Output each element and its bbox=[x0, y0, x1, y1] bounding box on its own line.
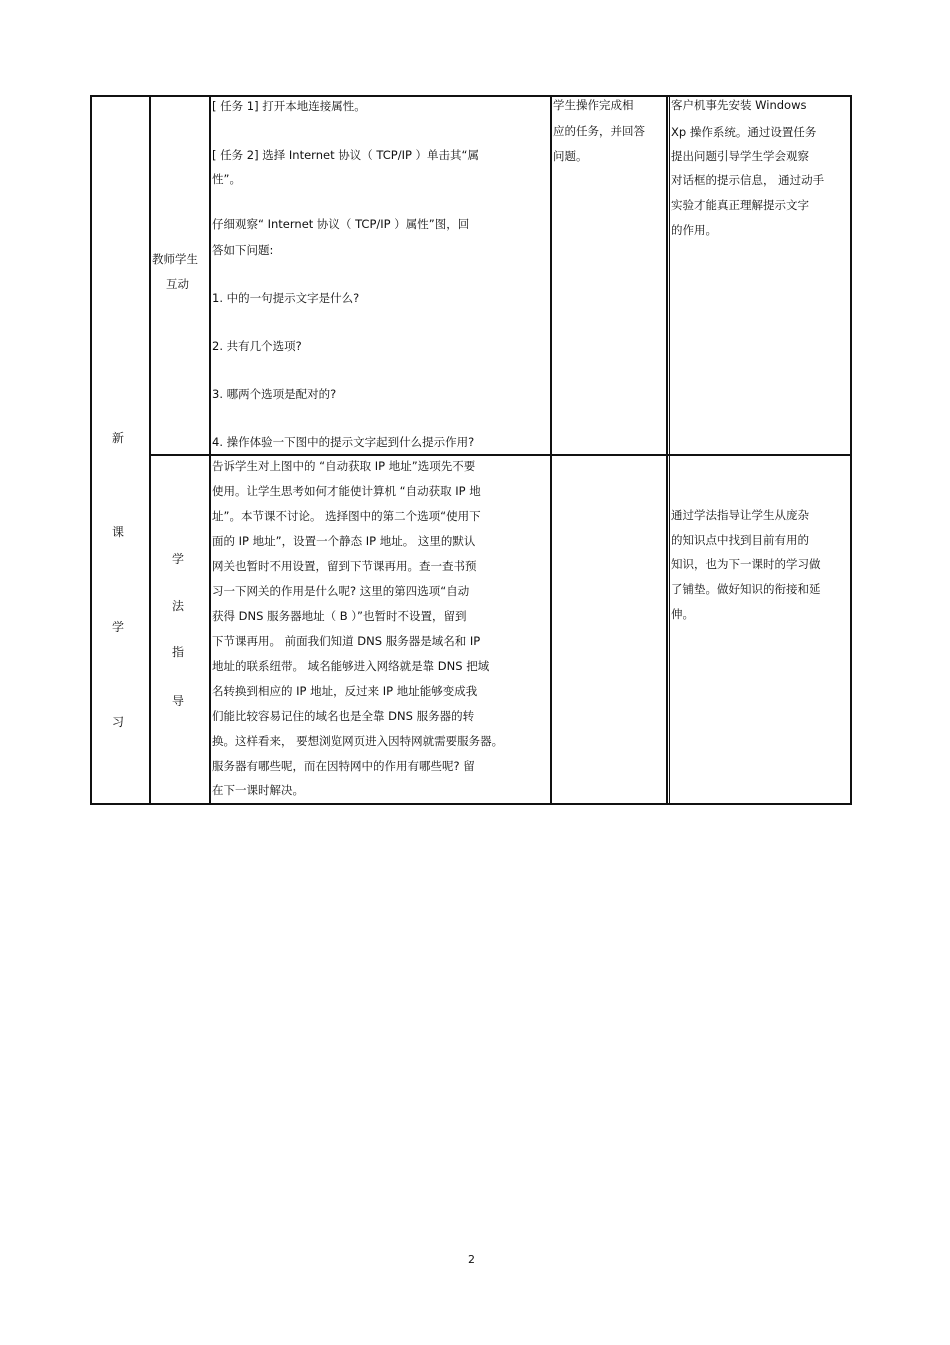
row2-label-char: 指 bbox=[172, 645, 185, 659]
row2-content-line: 下节课再用。 前面我们知道 DNS 服务器是域名和 IP bbox=[212, 634, 481, 648]
row2-content-line: 面的 IP 地址”，设置一个静态 IP 地址。 这里的默认 bbox=[212, 534, 476, 548]
row2-intent-line: 知识，也为下一课时的学习做 bbox=[671, 557, 821, 571]
row2-content-line: 址”。本节课不讨论。 选择图中的第二个选项“使用下 bbox=[212, 509, 481, 523]
section-label-char: 课 bbox=[112, 525, 125, 539]
table-left-border bbox=[90, 95, 92, 805]
row2-label-char: 导 bbox=[172, 694, 185, 708]
row1-intent-line: 对话框的提示信息， 通过动手 bbox=[671, 173, 825, 187]
page-number: 2 bbox=[468, 1253, 475, 1266]
table-bottom-border bbox=[90, 803, 852, 805]
row2-label-char: 学 bbox=[172, 552, 185, 566]
row2-content-line: 在下一课时解决。 bbox=[212, 783, 304, 797]
column-divider-4b bbox=[669, 95, 670, 805]
row2-content-line: 名转换到相应的 IP 地址，反过来 IP 地址能够变成我 bbox=[212, 684, 478, 698]
row1-content-line: [ 任务 1] 打开本地连接属性。 bbox=[212, 99, 366, 113]
row2-content-line: 网关也暂时不用设置，留到下节课再用。查一查书预 bbox=[212, 559, 477, 573]
row2-content-line: 获得 DNS 服务器地址（ B ）”也暂时不设置，留到 bbox=[212, 609, 467, 623]
row1-intent-line: Xp 操作系统。通过设置任务 bbox=[671, 125, 817, 139]
row2-content-line: 习一下网关的作用是什么呢? 这里的第四选项“自动 bbox=[212, 584, 470, 598]
table-right-border bbox=[850, 95, 852, 805]
row1-content-line: 性”。 bbox=[212, 172, 241, 186]
section-label-char: 学 bbox=[112, 620, 125, 634]
row2-content-line: 服务器有哪些呢，而在因特网中的作用有哪些呢? 留 bbox=[212, 759, 475, 773]
row1-content-line: 3. 哪两个选项是配对的? bbox=[212, 387, 337, 401]
column-divider-3 bbox=[550, 95, 552, 805]
column-divider-4a bbox=[666, 95, 668, 805]
row1-content-line: 4. 操作体验一下图中的提示文字起到什么提示作用? bbox=[212, 435, 475, 449]
row1-intent-line: 客户机事先安装 Windows bbox=[671, 98, 807, 112]
row1-content-line: 1. 中的一句提示文字是什么? bbox=[212, 291, 360, 305]
row1-intent-line: 实验才能真正理解提示文字 bbox=[671, 198, 809, 212]
column-divider-2 bbox=[209, 95, 211, 805]
section-label-char: 习 bbox=[112, 715, 125, 729]
row2-content-line: 们能比较容易记住的域名也是全靠 DNS 服务器的转 bbox=[212, 709, 475, 723]
row2-intent-line: 的知识点中找到目前有用的 bbox=[671, 533, 809, 547]
row1-content-line: [ 任务 2] 选择 Internet 协议（ TCP/IP ）单击其“属 bbox=[212, 148, 480, 162]
row2-intent-line: 伸。 bbox=[671, 607, 694, 621]
row1-content-line: 2. 共有几个选项? bbox=[212, 339, 302, 353]
column-divider-1 bbox=[149, 95, 151, 805]
row2-intent-line: 了铺垫。做好知识的衔接和延 bbox=[671, 582, 821, 596]
section-label-char: 新 bbox=[112, 431, 125, 445]
row-divider bbox=[150, 454, 852, 456]
row2-content-line: 告诉学生对上图中的 “自动获取 IP 地址”选项先不要 bbox=[212, 459, 476, 473]
row2-content-line: 使用。让学生思考如何才能使计算机 “自动获取 IP 地 bbox=[212, 484, 481, 498]
row2-content-line: 地址的联系纽带。 域名能够进入网络就是靠 DNS 把域 bbox=[212, 659, 490, 673]
row1-label-line: 互动 bbox=[166, 277, 189, 291]
row1-student-line: 学生操作完成相 bbox=[553, 98, 634, 112]
row1-label-line: 教师学生 bbox=[152, 252, 198, 266]
row1-content-line: 仔细观察“ Internet 协议（ TCP/IP ）属性”图，回 bbox=[212, 217, 470, 231]
row1-intent-line: 提出问题引导学生学会观察 bbox=[671, 149, 809, 163]
row2-label-char: 法 bbox=[172, 599, 185, 613]
row1-content-line: 答如下问题: bbox=[212, 243, 274, 257]
row2-content-line: 换。这样看来， 要想浏览网页进入因特网就需要服务器。 bbox=[212, 734, 504, 748]
row1-intent-line: 的作用。 bbox=[671, 223, 717, 237]
row2-intent-line: 通过学法指导让学生从庞杂 bbox=[671, 508, 809, 522]
row1-student-line: 问题。 bbox=[553, 149, 588, 163]
row1-student-line: 应的任务，并回答 bbox=[553, 124, 645, 138]
